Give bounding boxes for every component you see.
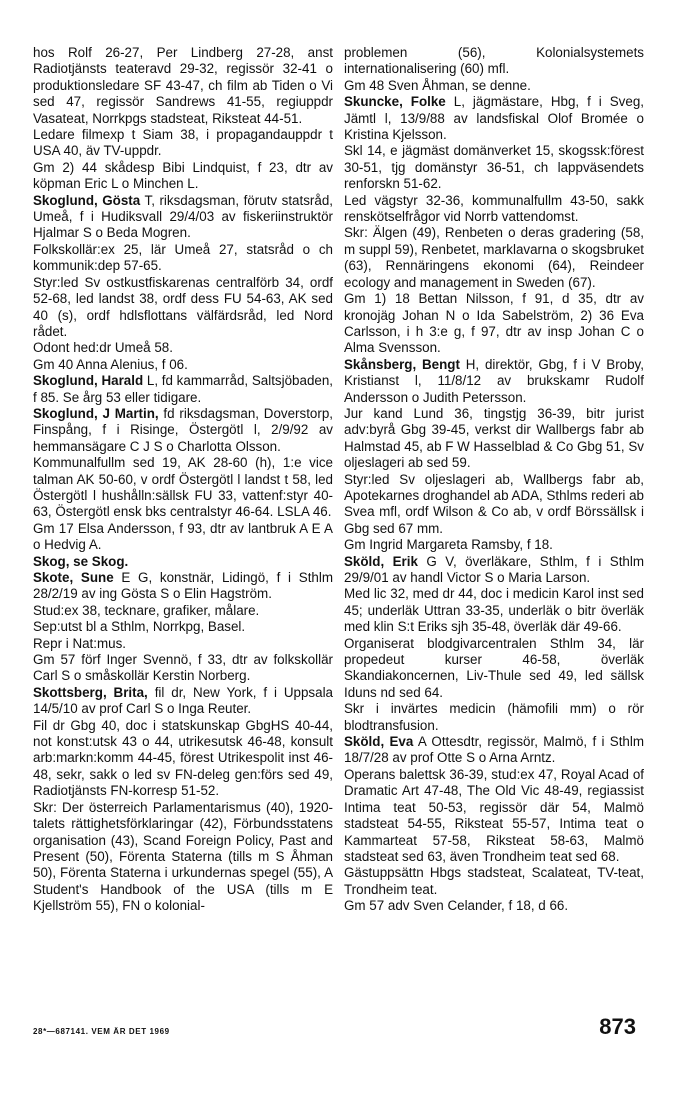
entry-text: Styr:led Sv ostkustfiskarenas centralförb 34, ordf 52-68, led landst 38, ordf dess FU 54-63, AK sed 40 (s), ordf hdlsflottans välfärdsråd, led Nord rådet. [33, 274, 333, 339]
entry-headword: Skoglund, J Martin, [33, 405, 159, 421]
entry-text: Skl 14, e jägmäst domänverket 15, skogssk:förest 30-51, tjg domänstyr 36-51, ch lappväsendets renforskn 51-62. [344, 143, 644, 192]
entry-text: Fil dr Gbg 40, doc i statskunskap GbgHS 40-44, not konst:utsk 43 o 44, utrikesutsk 46-48, konsult arb:markn:komm 44-45, förest Utrikespolit inst 46-48, sekr, sakk o led sv FN-deleg gen:förs sed 49, Radiotjänsts FN-korresp 51-52. [33, 717, 333, 799]
entry-paragraph [344, 193, 644, 226]
entry-text: Jur kand Lund 36, tingstjg 36-39, bitr jurist adv:byrå Gbg 39-45, verkst dir Wallbergs fabr ab Halmstad 45, ab F W Hasselblad & Co Gbg 51, Sv oljeslageri ab sed 59. [344, 405, 644, 471]
entry-paragraph [344, 554, 644, 587]
entry-paragraph [344, 357, 644, 406]
entry-paragraph [344, 734, 644, 767]
entry-paragraph [33, 160, 333, 193]
entry-text: fil dr, New York, f i Uppsala 14/5/10 av prof Carl S o Inga Reuter. [33, 684, 333, 717]
entry-headword: Skoglund, Harald [33, 373, 144, 389]
entry-text: A Ottesdtr, regissör, Malmö, f i Sthlm 18/7/28 av prof Otte S o Arna Arntz. [344, 734, 645, 766]
entry-text: H, direktör, Gbg, f i V Broby, Kristianst l, 11/8/12 av brukskamr Rudolf Andersson o Judith Petersson. [344, 356, 644, 405]
entry-text: Gm 2) 44 skådesp Bibi Lindquist, f 23, dtr av köpman Eric L o Minchen L. [33, 159, 333, 192]
entry-paragraph [344, 701, 644, 734]
entry-text: fd riksdagsman, Doverstorp, Finspång, f i Risinge, Östergötl l, 2/9/92 av hemmansägare C J S o Charlotta Olsson. [33, 405, 334, 454]
entry-text: Gm 48 Sven Åhman, se denne. [344, 77, 531, 93]
entry-paragraph [33, 652, 333, 685]
entry-paragraph [33, 603, 333, 619]
entry-paragraph [33, 357, 333, 373]
entry-text: Med lic 32, med dr 44, doc i medicin Karol inst sed 45; underläk Uttran 33-35, underläk o bitr överläk med klin S:t Eriks sjh 35-48, överläk där 49-66. [344, 586, 644, 635]
entry-paragraph [344, 94, 644, 143]
entry-paragraph [344, 586, 644, 635]
entry-paragraph [33, 800, 333, 915]
entry-paragraph [33, 619, 333, 635]
entry-paragraph [33, 718, 333, 800]
entry-text: Operans balettsk 36-39, stud:ex 47, Royal Acad of Dramatic Art 47-48, The Old Vic 48-49, regiassist Intima teat 50-53, regissör där 54, Malmö stadsteat 54-55, Riksteat 55-57, Intima teat o Kammarteat 57-58, Riksteat 58-63, Malmö stadsteat sed 63, även Trondheim teat sed 68. [344, 766, 644, 864]
entry-paragraph [344, 406, 644, 472]
entry-paragraph [33, 570, 333, 603]
entry-text: Styr:led Sv oljeslageri ab, Wallbergs fabr ab, Apotekarnes droghandel ab ADA, Sthlms rederi ab Svea mfl, ordf Wilson & Co ab, v ordf Börssällsk i Gbg sed 67 mm. [344, 471, 644, 536]
entry-text: Ledare filmexp t Siam 38, i propagandauppdr t USA 40, äv TV-uppdr. [33, 127, 333, 159]
entry-paragraph [344, 898, 644, 914]
right-column [344, 45, 644, 915]
entry-paragraph [344, 143, 644, 192]
entry-headword: Skånsberg, Bengt [344, 356, 460, 372]
entry-text: L, fd kammarråd, Saltsjöbaden, f 85. Se årg 53 eller tidigare. [33, 373, 333, 405]
entry-headword: Sköld, Erik [344, 553, 418, 569]
entry-paragraph [344, 45, 644, 78]
entry-paragraph [344, 78, 644, 94]
entry-text: Stud:ex 38, tecknare, grafiker, målare. [33, 602, 260, 618]
left-column [33, 45, 333, 915]
entry-text: Folkskollär:ex 25, lär Umeå 27, statsråd o ch kommunik:dep 57-65. [33, 241, 333, 274]
entry-text: Organiserat blodgivarcentralen Sthlm 34, lär propedeut kurser 46-58, överläk Skandiakoncernen, Liv-Thule sed 49, led sällsk Iduns nd sed 64. [344, 635, 644, 700]
footer-print-code: 28*—687141. VEM ÄR DET 1969 [33, 1027, 170, 1036]
entry-text: Gm 17 Elsa Andersson, f 93, dtr av lantbruk A E A o Hedvig A. [33, 520, 333, 553]
entry-text: Gm 1) 18 Bettan Nilsson, f 91, d 35, dtr av kronojäg Johan N o Ida Sabelström, 2) 36 Eva Carlsson, i h 3:e g, f 97, dtr av insp Johan C o Alma Svensson. [344, 291, 644, 356]
entry-paragraph [344, 291, 644, 357]
entry-text: Gm Ingrid Margareta Ramsby, f 18. [344, 537, 553, 553]
entry-text: problemen (56), Kolonialsystemets internationalisering (60) mfl. [344, 45, 644, 77]
entry-text: Gm 57 adv Sven Celander, f 18, d 66. [344, 898, 569, 914]
entry-text: Odont hed:dr Umeå 58. [33, 340, 173, 356]
entry-headword: Skottsberg, Brita, [33, 684, 148, 700]
entry-headword: Sköld, Eva [344, 734, 414, 750]
entry-paragraph [33, 636, 333, 652]
entry-text: Sep:utst bl a Sthlm, Norrkpg, Basel. [33, 619, 246, 635]
entry-text: Repr i Nat:mus. [33, 635, 127, 651]
entry-paragraph [33, 554, 333, 570]
entry-text: hos Rolf 26-27, Per Lindberg 27-28, anst Radiotjänsts teateravd 29-32, regissör 32-41 o produktionsledare SF 43-47, ch film ab Tiden o Vi sed 47, regissör Sandrews 41-55, regiuppdr Vasateat, Norrkpgs stadsteat, Riksteat 44-51. [33, 45, 333, 126]
entry-paragraph [344, 865, 644, 898]
entry-paragraph [33, 340, 333, 356]
entry-paragraph [344, 472, 644, 538]
entry-text: Gm 57 förf Inger Svennö, f 33, dtr av folkskollär Carl S o småskollär Kerstin Norberg. [33, 652, 333, 684]
entry-paragraph [33, 455, 333, 521]
entry-paragraph [33, 275, 333, 341]
entry-text: Led vägstyr 32-36, kommunalfullm 43-50, sakk renskötselfrågor vid Norrb vattendomst. [344, 192, 644, 225]
entry-paragraph [344, 537, 644, 553]
entry-paragraph [33, 193, 333, 242]
entry-text: T, riksdagsman, förutv statsråd, Umeå, f i Hudiksvall 29/4/03 av fiskeriinstruktör Hjalmar S o Beda Mogren. [33, 192, 333, 241]
entry-text: Gm 40 Anna Alenius, f 06. [33, 356, 188, 372]
entry-headword: Skote, Sune [33, 570, 114, 585]
entry-text: G V, överläkare, Sthlm, f i Sthlm 29/9/01 av handl Victor S o Maria Larson. [344, 553, 644, 585]
entry-paragraph [33, 242, 333, 275]
entry-paragraph [344, 225, 644, 291]
entry-paragraph [33, 521, 333, 554]
entry-text: Gästuppsättn Hbgs stadsteat, Scalateat, TV-teat, Trondheim teat. [344, 865, 644, 897]
entry-paragraph [33, 406, 333, 455]
entry-headword: Skog, se Skog. [33, 553, 129, 569]
entry-text: Skr: Älgen (49), Renbeten o deras gradering (58, m suppl 59), Renbetet, marklavarna o skogsbruket (63), Rennäringens ekonomi (64), Reindeer ecology and management in Sweden (67). [344, 225, 644, 290]
entry-paragraph [33, 45, 333, 127]
entry-paragraph [344, 636, 644, 702]
entry-headword: Skoglund, Gösta [33, 192, 141, 208]
entry-paragraph [33, 685, 333, 718]
entry-text: Kommunalfullm sed 19, AK 28-60 (h), 1:e vice talman AK 50-60, v ordf Östergötl l landst t 58, led Östergötl l hushålln:sällsk FU 33, vattenf:styr 40-63, Östergötl ensk bks centralstyr 46-64. LSLA 46. [33, 455, 333, 520]
entry-text: E G, konstnär, Lidingö, f i Sthlm 28/2/19 av ing Gösta S o Elin Hagström. [33, 570, 333, 602]
entry-paragraph [33, 127, 333, 160]
page-number: 873 [599, 1014, 636, 1039]
entry-text: L, jägmästare, Hbg, f i Sveg, Jämtl l, 13/9/88 av landsfiskal Olof Bromée o Kristina Kjelsson. [344, 94, 644, 143]
entry-paragraph [344, 767, 644, 865]
entry-text: Skr i invärtes medicin (hämofili mm) o rör blodtransfusion. [344, 701, 644, 733]
entry-paragraph [33, 373, 333, 406]
entry-headword: Skuncke, Folke [344, 94, 446, 110]
entry-text: Skr: Der österreich Parlamentarismus (40), 1920-talets rättighetsförklaringar (42), Förbundsstatens organisation (43), Scand Foreign Policy, Past and Present (50), Förenta Staterna (tills m S Åhman 50), Förenta Staterna i urkundernas spegel (55), A Student's Handbook of the USA (tills m E Kjellström 55), FN o kolonial- [33, 799, 333, 914]
